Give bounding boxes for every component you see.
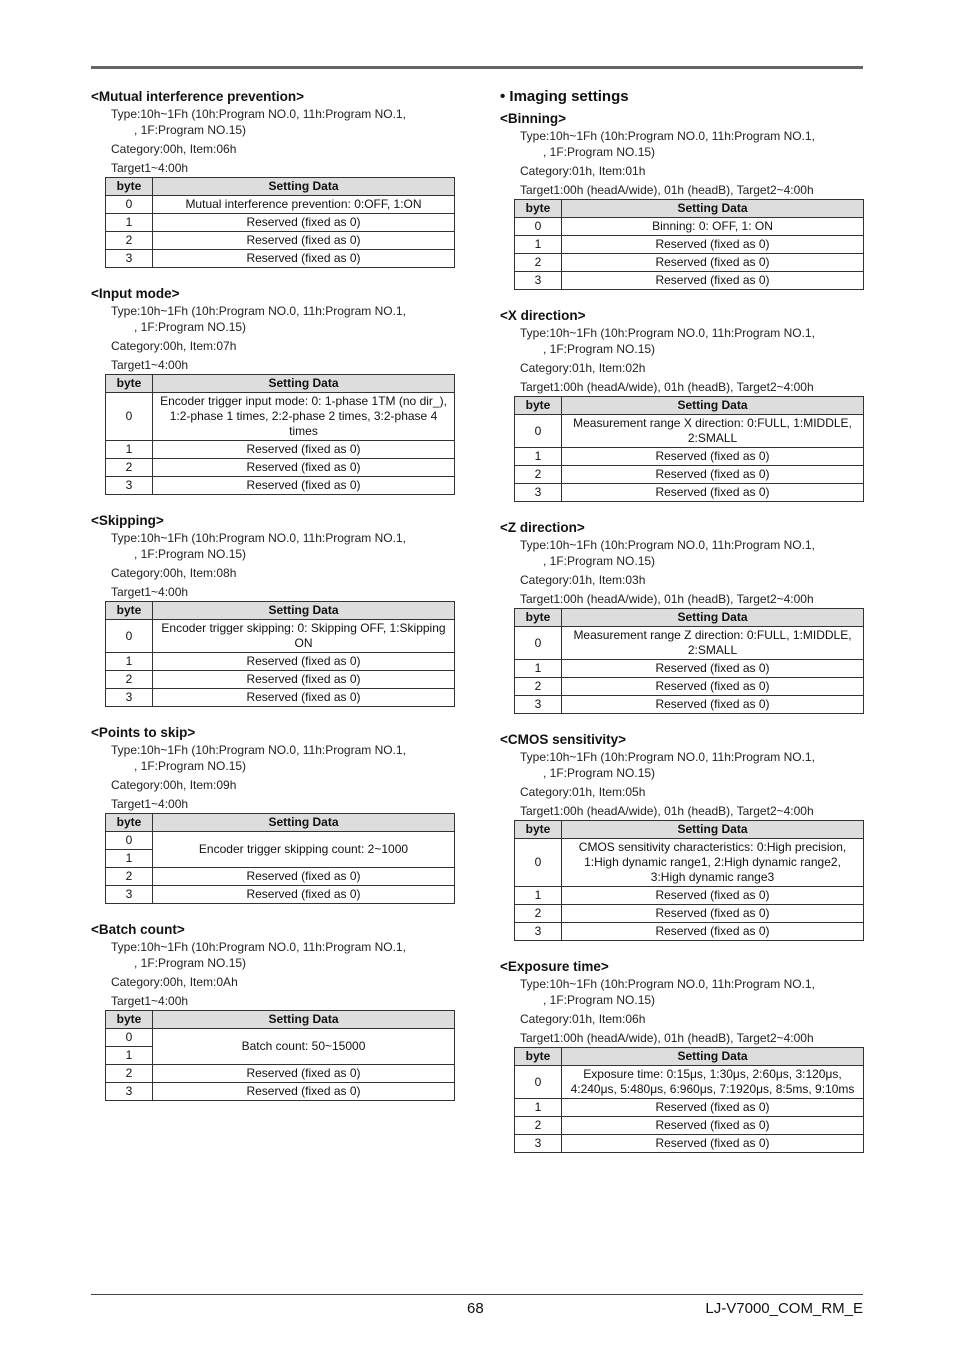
byte-cell: 0	[515, 627, 562, 660]
byte-cell: 1	[515, 1099, 562, 1117]
byte-cell: 2	[106, 868, 153, 886]
target-line: Target1:00h (headA/wide), 01h (headB), Target2~4:00h	[520, 183, 814, 197]
type-line-cont: , 1F:Program NO.15)	[543, 766, 656, 780]
section-title: <Points to skip>	[91, 725, 196, 740]
byte-cell: 0	[106, 620, 153, 653]
setting-data-header: Setting Data	[562, 200, 864, 218]
table-row	[106, 459, 455, 477]
byte-header: byte	[106, 178, 153, 196]
type-line: Type:10h~1Fh (10h:Program NO.0, 11h:Program NO.1,	[520, 538, 815, 552]
settings-section	[91, 724, 456, 904]
settings-table	[105, 601, 455, 707]
settings-table	[105, 374, 455, 495]
category-line: Category:00h, Item:08h	[111, 566, 237, 580]
target-line: Target1~4:00h	[111, 994, 189, 1008]
byte-cell: 0	[515, 839, 562, 887]
setting-data-cell: Reserved (fixed as 0)	[153, 1083, 455, 1101]
settings-section	[91, 285, 456, 495]
settings-section	[91, 88, 456, 268]
setting-data-cell: Reserved (fixed as 0)	[562, 887, 864, 905]
category-line: Category:01h, Item:03h	[520, 573, 646, 587]
table-row	[106, 671, 455, 689]
type-line-cont: , 1F:Program NO.15)	[134, 759, 247, 773]
target-line: Target1:00h (headA/wide), 01h (headB), Target2~4:00h	[520, 592, 814, 606]
byte-cell: 1	[106, 653, 153, 671]
byte-cell: 3	[106, 1083, 153, 1101]
table-row	[515, 1066, 864, 1099]
top-rule	[91, 66, 863, 69]
target-line: Target1:00h (headA/wide), 01h (headB), Target2~4:00h	[520, 380, 814, 394]
type-line: Type:10h~1Fh (10h:Program NO.0, 11h:Program NO.1,	[111, 304, 406, 318]
type-line: Type:10h~1Fh (10h:Program NO.0, 11h:Program NO.1,	[111, 743, 406, 757]
byte-header: byte	[106, 1011, 153, 1029]
target-line: Target1:00h (headA/wide), 01h (headB), Target2~4:00h	[520, 804, 814, 818]
setting-data-header: Setting Data	[153, 602, 455, 620]
table-row	[106, 620, 455, 653]
setting-data-cell: Reserved (fixed as 0)	[153, 689, 455, 707]
table-row	[106, 196, 455, 214]
section-title: <Z direction>	[500, 520, 585, 535]
category-line: Category:01h, Item:06h	[520, 1012, 646, 1026]
type-line: Type:10h~1Fh (10h:Program NO.0, 11h:Program NO.1,	[520, 750, 815, 764]
byte-cell: 3	[106, 477, 153, 495]
byte-header: byte	[515, 1048, 562, 1066]
setting-data-header: Setting Data	[153, 814, 455, 832]
table-row	[515, 627, 864, 660]
setting-data-cell: Reserved (fixed as 0)	[562, 254, 864, 272]
section-title: <CMOS sensitivity>	[500, 732, 627, 747]
setting-data-cell: Reserved (fixed as 0)	[153, 868, 455, 886]
table-row	[515, 272, 864, 290]
table-row	[515, 218, 864, 236]
setting-data-cell: Reserved (fixed as 0)	[153, 232, 455, 250]
table-row	[106, 1083, 455, 1101]
target-line: Target1:00h (headA/wide), 01h (headB), Target2~4:00h	[520, 1031, 814, 1045]
target-line: Target1~4:00h	[111, 358, 189, 372]
byte-cell: 1	[515, 448, 562, 466]
setting-data-cell: Binning: 0: OFF, 1: ON	[562, 218, 864, 236]
table-row	[106, 886, 455, 904]
section-title: <Batch count>	[91, 922, 185, 937]
table-header-row	[515, 200, 864, 218]
settings-section	[91, 512, 456, 707]
setting-data-cell: Encoder trigger skipping: 0: Skipping OFF, 1:Skipping ON	[153, 620, 455, 653]
table-row	[106, 832, 455, 850]
byte-cell: 3	[106, 250, 153, 268]
right-column	[500, 88, 865, 1170]
page-number: 68	[467, 1300, 484, 1317]
setting-data-cell: Reserved (fixed as 0)	[562, 484, 864, 502]
settings-section	[500, 307, 865, 502]
table-row	[515, 236, 864, 254]
table-header-row	[515, 609, 864, 627]
setting-data-cell: Reserved (fixed as 0)	[562, 272, 864, 290]
table-header-row	[106, 178, 455, 196]
table-row	[515, 1099, 864, 1117]
setting-data-cell: Reserved (fixed as 0)	[562, 678, 864, 696]
byte-cell: 2	[515, 466, 562, 484]
table-header-row	[106, 602, 455, 620]
table-row	[515, 484, 864, 502]
setting-data-cell: Reserved (fixed as 0)	[562, 923, 864, 941]
setting-data-cell: Reserved (fixed as 0)	[153, 477, 455, 495]
type-line-cont: , 1F:Program NO.15)	[543, 342, 656, 356]
table-row	[515, 887, 864, 905]
byte-header: byte	[515, 821, 562, 839]
table-row	[106, 689, 455, 707]
byte-header: byte	[515, 397, 562, 415]
settings-section	[91, 921, 456, 1101]
settings-table	[105, 177, 455, 268]
table-header-row	[106, 375, 455, 393]
setting-data-cell: Mutual interference prevention: 0:OFF, 1:ON	[153, 196, 455, 214]
setting-data-cell: Reserved (fixed as 0)	[562, 696, 864, 714]
byte-cell: 3	[515, 484, 562, 502]
setting-data-cell: Exposure time: 0:15μs, 1:30μs, 2:60μs, 3:120μs, 4:240μs, 5:480μs, 6:960μs, 7:1920μs, 8:5ms, 9:10ms	[562, 1066, 864, 1099]
table-row	[106, 868, 455, 886]
type-line-cont: , 1F:Program NO.15)	[134, 547, 247, 561]
table-row	[515, 448, 864, 466]
table-header-row	[106, 1011, 455, 1029]
byte-cell: 2	[515, 905, 562, 923]
settings-table	[105, 1010, 455, 1101]
settings-section	[500, 110, 865, 290]
section-title: <X direction>	[500, 308, 586, 323]
table-row	[106, 477, 455, 495]
setting-data-cell: Reserved (fixed as 0)	[153, 214, 455, 232]
byte-cell: 1	[515, 660, 562, 678]
table-row	[515, 678, 864, 696]
setting-data-header: Setting Data	[562, 1048, 864, 1066]
section-title: <Skipping>	[91, 513, 164, 528]
type-line: Type:10h~1Fh (10h:Program NO.0, 11h:Program NO.1,	[520, 129, 815, 143]
setting-data-cell: Reserved (fixed as 0)	[562, 236, 864, 254]
type-line-cont: , 1F:Program NO.15)	[543, 145, 656, 159]
setting-data-header: Setting Data	[153, 178, 455, 196]
bottom-rule	[91, 1294, 863, 1295]
document-id: LJ-V7000_COM_RM_E	[705, 1300, 863, 1317]
table-row	[106, 1029, 455, 1047]
settings-table	[105, 813, 455, 904]
type-line: Type:10h~1Fh (10h:Program NO.0, 11h:Program NO.1,	[520, 977, 815, 991]
byte-header: byte	[106, 375, 153, 393]
target-line: Target1~4:00h	[111, 161, 189, 175]
section-heading-imaging-settings: • Imaging settings	[500, 88, 629, 105]
setting-data-header: Setting Data	[153, 1011, 455, 1029]
setting-data-cell: Measurement range X direction: 0:FULL, 1:MIDDLE, 2:SMALL	[562, 415, 864, 448]
setting-data-cell: Reserved (fixed as 0)	[153, 441, 455, 459]
setting-data-cell: Reserved (fixed as 0)	[153, 250, 455, 268]
type-line-cont: , 1F:Program NO.15)	[543, 993, 656, 1007]
category-line: Category:01h, Item:02h	[520, 361, 646, 375]
setting-data-cell: Reserved (fixed as 0)	[562, 660, 864, 678]
byte-cell: 2	[515, 1117, 562, 1135]
section-title: <Exposure time>	[500, 959, 609, 974]
section-title: <Binning>	[500, 111, 567, 126]
table-row	[106, 214, 455, 232]
section-title: <Mutual interference prevention>	[91, 89, 305, 104]
byte-header: byte	[515, 609, 562, 627]
category-line: Category:01h, Item:05h	[520, 785, 646, 799]
settings-section	[500, 958, 865, 1153]
category-line: Category:00h, Item:0Ah	[111, 975, 238, 989]
setting-data-cell: Reserved (fixed as 0)	[153, 653, 455, 671]
category-line: Category:00h, Item:06h	[111, 142, 237, 156]
setting-data-cell: Reserved (fixed as 0)	[562, 466, 864, 484]
table-header-row	[515, 821, 864, 839]
type-line: Type:10h~1Fh (10h:Program NO.0, 11h:Program NO.1,	[520, 326, 815, 340]
byte-cell: 0	[106, 832, 153, 850]
type-line-cont: , 1F:Program NO.15)	[134, 123, 247, 137]
table-row	[515, 923, 864, 941]
left-column	[91, 88, 456, 1118]
byte-cell: 0	[106, 393, 153, 441]
settings-table	[514, 608, 864, 714]
table-row	[515, 415, 864, 448]
setting-data-header: Setting Data	[562, 821, 864, 839]
setting-data-cell: Encoder trigger input mode: 0: 1-phase 1TM (no dir_), 1:2-phase 1 times, 2:2-phase 2 times, 3:2-phase 4 times	[153, 393, 455, 441]
byte-cell: 1	[515, 887, 562, 905]
type-line: Type:10h~1Fh (10h:Program NO.0, 11h:Program NO.1,	[111, 107, 406, 121]
settings-table	[514, 820, 864, 941]
byte-cell: 0	[515, 1066, 562, 1099]
type-line-cont: , 1F:Program NO.15)	[543, 554, 656, 568]
table-row	[515, 254, 864, 272]
setting-data-cell: Batch count: 50~15000	[153, 1029, 455, 1065]
byte-cell: 2	[106, 232, 153, 250]
setting-data-cell: Reserved (fixed as 0)	[562, 1099, 864, 1117]
setting-data-cell: CMOS sensitivity characteristics: 0:High precision, 1:High dynamic range1, 2:High dynamic range2, 3:High dynamic range3	[562, 839, 864, 887]
setting-data-cell: Reserved (fixed as 0)	[153, 886, 455, 904]
setting-data-cell: Reserved (fixed as 0)	[153, 671, 455, 689]
byte-cell: 0	[106, 1029, 153, 1047]
byte-cell: 3	[515, 923, 562, 941]
byte-header: byte	[106, 602, 153, 620]
setting-data-header: Setting Data	[562, 397, 864, 415]
settings-table	[514, 396, 864, 502]
type-line-cont: , 1F:Program NO.15)	[134, 320, 247, 334]
byte-cell: 1	[515, 236, 562, 254]
byte-header: byte	[106, 814, 153, 832]
type-line: Type:10h~1Fh (10h:Program NO.0, 11h:Program NO.1,	[111, 940, 406, 954]
table-row	[106, 441, 455, 459]
settings-section	[500, 731, 865, 941]
byte-cell: 1	[106, 214, 153, 232]
table-header-row	[515, 1048, 864, 1066]
table-row	[515, 905, 864, 923]
byte-cell: 3	[515, 1135, 562, 1153]
byte-cell: 0	[515, 218, 562, 236]
table-row	[515, 696, 864, 714]
setting-data-cell: Reserved (fixed as 0)	[153, 459, 455, 477]
table-header-row	[106, 814, 455, 832]
table-row	[106, 232, 455, 250]
setting-data-header: Setting Data	[153, 375, 455, 393]
category-line: Category:00h, Item:09h	[111, 778, 237, 792]
table-row	[515, 1117, 864, 1135]
byte-cell: 0	[106, 196, 153, 214]
target-line: Target1~4:00h	[111, 585, 189, 599]
byte-cell: 3	[515, 696, 562, 714]
byte-cell: 2	[515, 678, 562, 696]
byte-cell: 2	[106, 459, 153, 477]
byte-cell: 3	[106, 886, 153, 904]
table-row	[106, 250, 455, 268]
table-row	[106, 393, 455, 441]
setting-data-cell: Encoder trigger skipping count: 2~1000	[153, 832, 455, 868]
settings-section	[500, 519, 865, 714]
settings-table	[514, 1047, 864, 1153]
table-row	[515, 466, 864, 484]
byte-cell: 2	[106, 671, 153, 689]
table-header-row	[515, 397, 864, 415]
table-row	[106, 653, 455, 671]
setting-data-cell: Reserved (fixed as 0)	[562, 448, 864, 466]
setting-data-cell: Reserved (fixed as 0)	[562, 905, 864, 923]
type-line-cont: , 1F:Program NO.15)	[134, 956, 247, 970]
table-row	[106, 1065, 455, 1083]
byte-cell: 1	[106, 1047, 153, 1065]
category-line: Category:00h, Item:07h	[111, 339, 237, 353]
category-line: Category:01h, Item:01h	[520, 164, 646, 178]
byte-cell: 2	[515, 254, 562, 272]
table-row	[515, 1135, 864, 1153]
type-line: Type:10h~1Fh (10h:Program NO.0, 11h:Program NO.1,	[111, 531, 406, 545]
byte-cell: 3	[106, 689, 153, 707]
byte-cell: 1	[106, 441, 153, 459]
setting-data-cell: Reserved (fixed as 0)	[153, 1065, 455, 1083]
byte-cell: 2	[106, 1065, 153, 1083]
table-row	[515, 660, 864, 678]
setting-data-header: Setting Data	[562, 609, 864, 627]
setting-data-cell: Reserved (fixed as 0)	[562, 1117, 864, 1135]
table-row	[515, 839, 864, 887]
byte-cell: 1	[106, 850, 153, 868]
setting-data-cell: Reserved (fixed as 0)	[562, 1135, 864, 1153]
byte-cell: 3	[515, 272, 562, 290]
byte-cell: 0	[515, 415, 562, 448]
setting-data-cell: Measurement range Z direction: 0:FULL, 1:MIDDLE, 2:SMALL	[562, 627, 864, 660]
target-line: Target1~4:00h	[111, 797, 189, 811]
settings-table	[514, 199, 864, 290]
byte-header: byte	[515, 200, 562, 218]
section-title: <Input mode>	[91, 286, 180, 301]
